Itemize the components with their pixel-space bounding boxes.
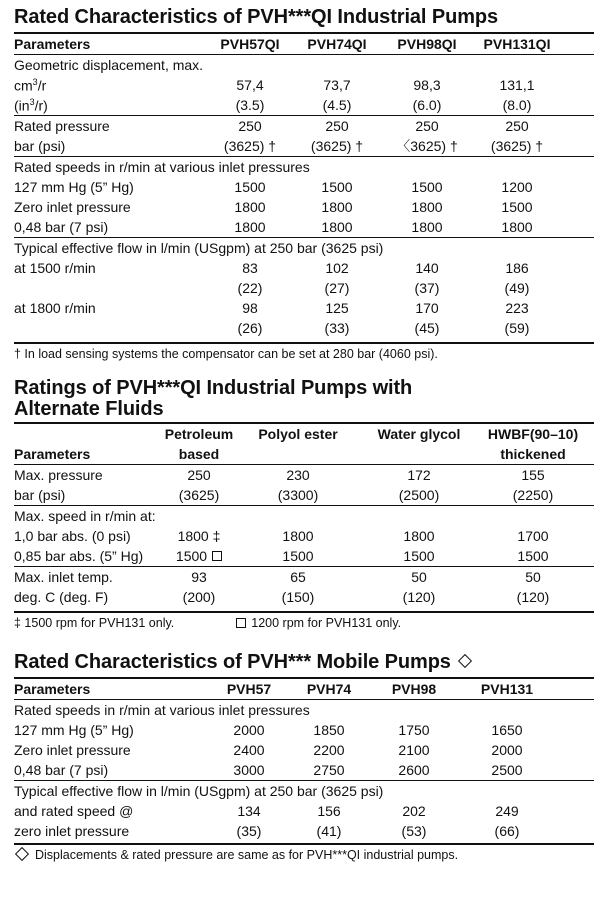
table-cell: 1500	[501, 199, 533, 215]
col-header-pvh131qi: PVH131QI	[483, 36, 551, 52]
table-cell: 1800	[411, 199, 443, 215]
table-cell: (120)	[516, 589, 550, 605]
table-row	[14, 801, 594, 821]
mobile-pumps-table	[14, 679, 594, 841]
footnote-diamond	[14, 845, 594, 865]
table-cell: 1500	[282, 548, 314, 564]
table-cell: 186	[505, 260, 529, 276]
table-row	[14, 217, 594, 237]
table-cell: 1500	[517, 548, 549, 564]
table-cell: 1750	[398, 722, 430, 738]
industrial-pumps-table	[14, 34, 594, 338]
footnote-text: † In load sensing systems the compensator can be set at 280 bar (4060 psi).	[14, 347, 438, 361]
table-cell: 50	[525, 569, 541, 585]
row-label: bar (psi)	[14, 487, 66, 503]
col-header-parameters: Parameters	[14, 446, 91, 462]
table-cell: 2400	[233, 742, 265, 758]
table-cell: 1800	[411, 219, 443, 235]
row-label: at 1800 r/min	[14, 300, 96, 316]
speed-section-title: Rated speeds in r/min at various inlet pressures	[14, 159, 310, 175]
table-header-row	[14, 679, 594, 699]
table-cell: 230	[286, 467, 310, 483]
row-label: Zero inlet pressure	[14, 742, 131, 758]
row-label: 0,85 bar abs. (5” Hg)	[14, 548, 144, 564]
row-label: zero inlet pressure	[14, 823, 130, 839]
table-cell: 57,4	[236, 77, 264, 93]
unit-text: cm	[14, 77, 33, 94]
col-header-parameters: Parameters	[14, 36, 91, 52]
spec-sheet	[14, 6, 594, 865]
table-cell: 50	[411, 569, 427, 585]
table-cell: 98,3	[413, 77, 441, 93]
table-cell: 1800	[321, 219, 353, 235]
col-header-pvh131: PVH131	[480, 681, 534, 697]
table-cell: (45)	[414, 320, 440, 336]
row-label	[14, 77, 209, 94]
section3-heading	[14, 651, 594, 673]
row-label: Zero inlet pressure	[14, 199, 131, 215]
table-cell: 155	[521, 467, 545, 483]
table-cell: 1500	[321, 179, 353, 195]
col-header-pvh57qi: PVH57QI	[220, 36, 280, 52]
table-cell: 250	[238, 118, 262, 134]
diamond-icon	[458, 654, 472, 668]
table-row	[14, 318, 594, 338]
table-cell: 73,7	[323, 77, 351, 93]
table-cell: 2000	[491, 742, 523, 758]
table-cell: 2100	[398, 742, 430, 758]
table-cell: 98	[242, 300, 258, 316]
section3-title-text: Rated Characteristics of PVH*** Mobile Pumps	[14, 651, 451, 673]
table-row	[14, 238, 594, 258]
table-cell: 2200	[313, 742, 345, 758]
table-cell: 2500	[491, 762, 523, 778]
table-cell: 1200	[501, 179, 533, 195]
section2-title-line1: Ratings of PVH***QI Industrial Pumps with	[14, 377, 413, 399]
row-label: Max. inlet temp.	[14, 569, 113, 585]
table-row	[14, 740, 594, 760]
table-cell: (8.0)	[502, 97, 532, 113]
table-cell: (3625)	[178, 487, 220, 503]
table-cell: 93	[191, 569, 207, 585]
table-cell: 1500	[411, 179, 443, 195]
flow-section-title: Typical effective flow in l/min (USgpm) at 250 bar (3625 psi)	[14, 240, 384, 256]
table-cell: (120)	[402, 589, 436, 605]
table-row	[14, 465, 594, 485]
table-row	[14, 760, 594, 780]
table-cell: 2750	[313, 762, 345, 778]
table-row	[14, 177, 594, 197]
table-cell: 83	[242, 260, 258, 276]
footnote-text: Displacements & rated pressure are same as for PVH***QI industrial pumps.	[35, 848, 459, 862]
table-cell: 223	[505, 300, 529, 316]
col-header-hwbf: HWBF(90–10)	[487, 426, 579, 442]
row-label: 0,48 bar (7 psi)	[14, 219, 109, 235]
table-row	[14, 116, 594, 136]
table-cell: 102	[325, 260, 349, 276]
table-cell: 3000	[233, 762, 265, 778]
table-cell: (53)	[401, 823, 427, 839]
table-cell: 156	[317, 803, 341, 819]
table-cell: 1800 ‡	[177, 528, 221, 544]
table-header-row	[14, 444, 594, 464]
max-speed-title: Max. speed in r/min at:	[14, 508, 156, 524]
section1-title: Rated Characteristics of PVH***QI Industrial Pumps	[14, 6, 499, 28]
table-cell: 1500	[234, 179, 266, 195]
section2-heading	[14, 378, 594, 420]
table-cell: 〈3625) †	[396, 138, 458, 154]
row-label: 127 mm Hg (5” Hg)	[14, 722, 134, 738]
footnote-dagger	[14, 344, 594, 364]
col-header-water-glycol: Water glycol	[377, 426, 461, 442]
table-row	[14, 298, 594, 318]
table-cell: 2600	[398, 762, 430, 778]
table-row	[14, 821, 594, 841]
square-icon	[212, 551, 222, 561]
table-cell: 1800	[234, 199, 266, 215]
table-cell: (3625) †	[310, 138, 364, 154]
col-header-pvh74qi: PVH74QI	[307, 36, 367, 52]
unit-text: /r)	[34, 97, 48, 114]
table-cell: (41)	[316, 823, 342, 839]
col-header-polyol-ester: Polyol ester	[258, 426, 338, 442]
table-cell: 1800	[501, 219, 533, 235]
table-cell: (22)	[237, 280, 263, 296]
flow-section-title: Typical effective flow in l/min (USgpm) at 250 bar (3625 psi)	[14, 783, 384, 799]
table-cell: 250	[325, 118, 349, 134]
table-cell: 1500	[403, 548, 435, 564]
row-label: 127 mm Hg (5” Hg)	[14, 179, 134, 195]
col-header-hwbf-line2: thickened	[500, 446, 566, 462]
table-row	[14, 197, 594, 217]
table-cell: 65	[290, 569, 306, 585]
table-cell: 1800	[282, 528, 314, 544]
col-header-petroleum: Petroleum	[164, 426, 234, 442]
table-cell: 1700	[517, 528, 549, 544]
row-label: Rated pressure	[14, 118, 110, 134]
footnote-text: 1200 rpm for PVH131 only.	[251, 616, 402, 630]
alternate-fluids-table	[14, 424, 594, 607]
table-cell: 134	[237, 803, 261, 819]
table-header-row	[14, 424, 594, 444]
geo-displacement-title: Geometric displacement, max.	[14, 57, 204, 73]
table-cell: (26)	[237, 320, 263, 336]
table-cell: 131,1	[499, 77, 535, 93]
unit-text: (in	[14, 97, 30, 114]
table-cell: 202	[402, 803, 426, 819]
table-row	[14, 95, 594, 115]
table-cell: 2000	[233, 722, 265, 738]
section3-title	[14, 651, 594, 673]
table-row	[14, 258, 594, 278]
table-cell: 140	[415, 260, 439, 276]
table-cell: 1850	[313, 722, 345, 738]
row-label: and rated speed @	[14, 803, 134, 819]
row-label: 1,0 bar abs. (0 psi)	[14, 528, 131, 544]
unit-text: /r	[37, 77, 47, 94]
table-row	[14, 75, 594, 95]
table-row	[14, 157, 594, 177]
footnote-square	[236, 616, 401, 630]
table-cell: (27)	[324, 280, 350, 296]
table-cell: (37)	[414, 280, 440, 296]
row-label	[14, 97, 209, 114]
col-header-parameters: Parameters	[14, 681, 91, 697]
table-cell: (35)	[236, 823, 262, 839]
row-label: Max. pressure	[14, 467, 103, 483]
row-label: deg. C (deg. F)	[14, 589, 109, 605]
table-cell: 250	[415, 118, 439, 134]
table-cell: (2250)	[512, 487, 554, 503]
table-cell: 1800	[403, 528, 435, 544]
row-label: at 1500 r/min	[14, 260, 96, 276]
table-cell: (2500)	[398, 487, 440, 503]
footnote-ddagger: ‡ 1500 rpm for PVH131 only.	[14, 616, 175, 630]
table-row	[14, 720, 594, 740]
col-header-petroleum-line2: based	[178, 446, 220, 462]
table-row	[14, 136, 594, 156]
section2-title-line2: Alternate Fluids	[14, 398, 164, 420]
table-cell: 1650	[491, 722, 523, 738]
table-cell: (200)	[182, 589, 216, 605]
table-cell: 172	[407, 467, 431, 483]
table-cell: 1800	[321, 199, 353, 215]
row-label: bar (psi)	[14, 138, 66, 154]
col-header-pvh57: PVH57	[226, 681, 272, 697]
table-cell-with-marker	[162, 548, 236, 564]
table-cell: (150)	[281, 589, 315, 605]
table-cell: (3.5)	[235, 97, 265, 113]
speed-section-title: Rated speeds in r/min at various inlet pressures	[14, 702, 310, 718]
table-cell: (3625) †	[223, 138, 277, 154]
table-cell: 170	[415, 300, 439, 316]
table-cell: 125	[325, 300, 349, 316]
table-cell: 250	[505, 118, 529, 134]
col-header-pvh98: PVH98	[391, 681, 437, 697]
table-cell: (49)	[504, 280, 530, 296]
table-row	[14, 587, 594, 607]
table-row	[14, 278, 594, 298]
diamond-icon	[15, 847, 29, 861]
table-row	[14, 55, 594, 75]
table-cell: (33)	[324, 320, 350, 336]
square-icon	[236, 618, 246, 628]
table-row	[14, 526, 594, 546]
table-header-row	[14, 34, 594, 54]
table-cell: (4.5)	[322, 97, 352, 113]
table-cell: (66)	[494, 823, 520, 839]
table-cell: 1800	[234, 219, 266, 235]
table-row	[14, 567, 594, 587]
table-cell: (6.0)	[412, 97, 442, 113]
table-row	[14, 546, 594, 566]
table-cell: 250	[187, 467, 211, 483]
cell-value: 1500	[175, 548, 208, 564]
table-row	[14, 485, 594, 505]
col-header-pvh74: PVH74	[306, 681, 352, 697]
table-cell: 249	[495, 803, 519, 819]
col-header-pvh98qi: PVH98QI	[397, 36, 457, 52]
unit-superscript: 3	[32, 76, 38, 87]
table-row	[14, 781, 594, 801]
table-cell: (3300)	[277, 487, 319, 503]
row-label: 0,48 bar (7 psi)	[14, 762, 109, 778]
table-cell: (3625) †	[490, 138, 544, 154]
unit-superscript: 3	[29, 96, 35, 107]
table-cell: (59)	[504, 320, 530, 336]
table-row	[14, 700, 594, 720]
footnotes-alternate-fluids	[14, 613, 594, 633]
table-row	[14, 506, 594, 526]
